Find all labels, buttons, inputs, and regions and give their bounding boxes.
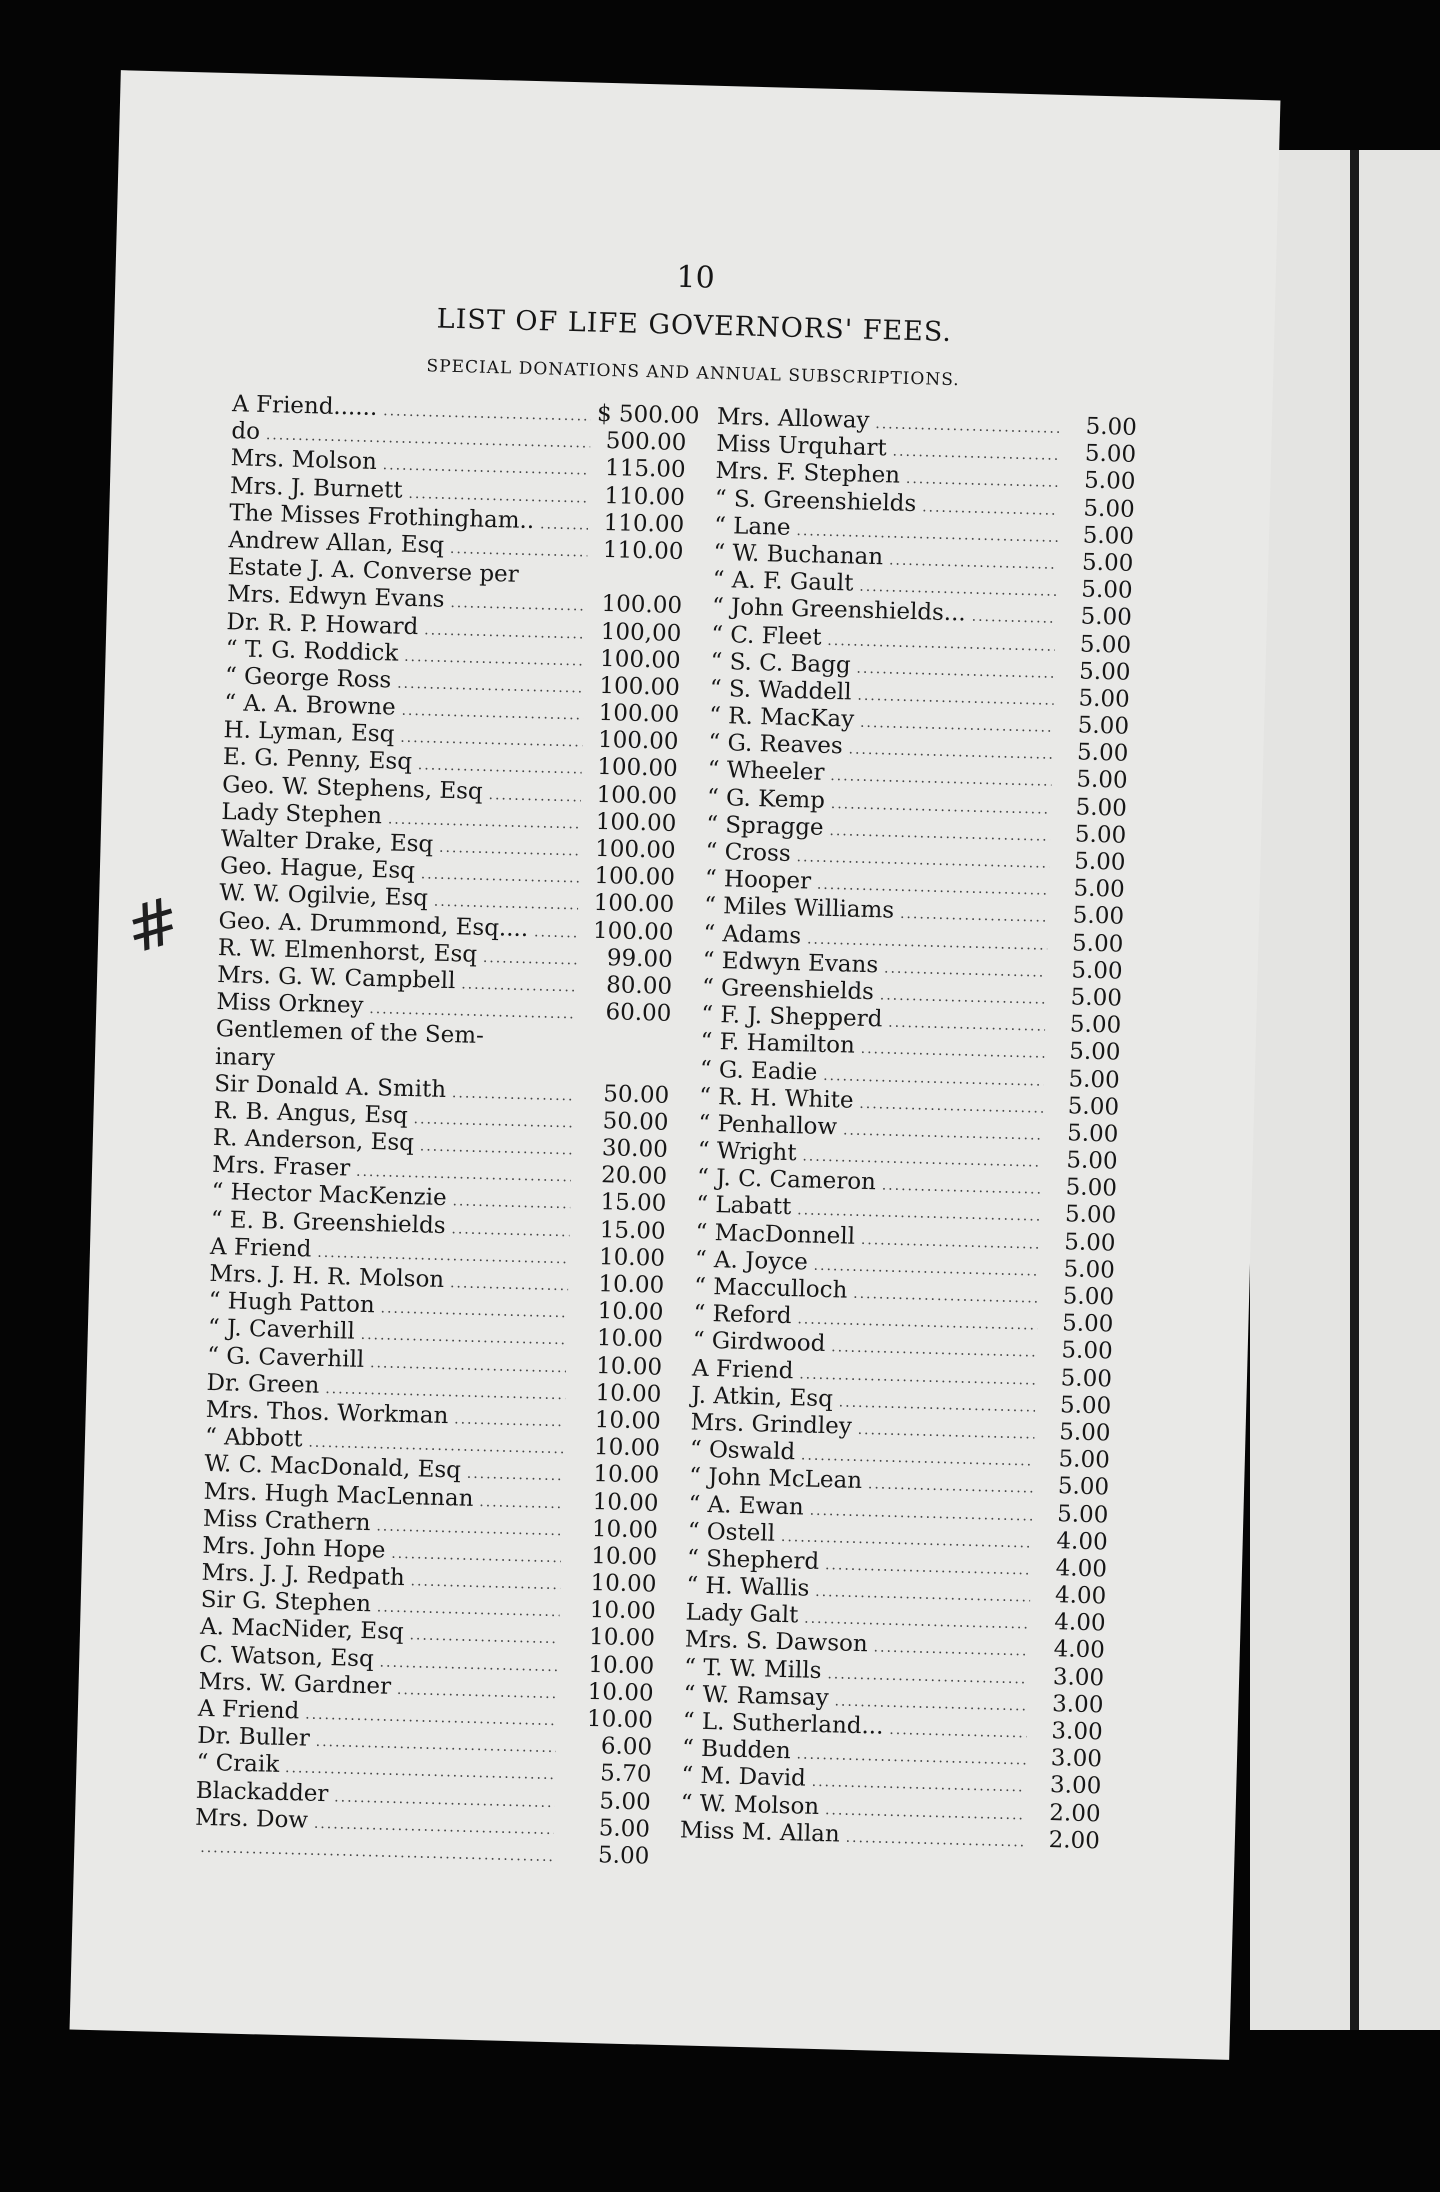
donation-amount: 5.00 (1070, 984, 1123, 1012)
donation-amount: 10.00 (590, 1542, 658, 1571)
donation-amount: 100.00 (594, 835, 676, 864)
donor-name: Mrs. F. Stephen (715, 458, 901, 490)
donation-amount: 5.00 (1081, 549, 1134, 577)
donor-name: Dr. R. P. Howard (226, 608, 419, 640)
donor-name: “ Budden (681, 1735, 792, 1765)
donor-name: “ Greenshields (701, 974, 875, 1006)
donor-name: “ J. Caverhill (207, 1315, 356, 1346)
donor-name: Miss Orkney (216, 989, 364, 1019)
donation-amount: 110.00 (602, 536, 684, 565)
donor-name: “ John McLean (688, 1463, 863, 1495)
donation-amount: 5.00 (1084, 440, 1137, 469)
donor-name: inary (214, 1043, 276, 1072)
leader-dots (450, 1270, 569, 1300)
leader-dots (490, 1043, 575, 1045)
donation-amount: 5.00 (1085, 413, 1138, 441)
donor-name: “ Wheeler (707, 757, 825, 787)
donor-name: Mrs. Edwyn Evans (226, 581, 445, 614)
donation-amount: 5.00 (1072, 902, 1125, 931)
leader-dots (873, 1635, 1029, 1666)
donor-name: “ C. Fleet (710, 621, 822, 651)
donation-amount: 3.00 (1052, 1663, 1105, 1692)
donor-name: “ Hooper (704, 865, 812, 895)
donation-amount: 100,00 (600, 618, 682, 647)
adjacent-page-edge (1250, 150, 1440, 2030)
leader-dots (281, 1065, 574, 1073)
donation-amount: 3.00 (1049, 1772, 1102, 1800)
donation-amount: 15.00 (599, 1216, 666, 1245)
donation-amount: 10.00 (586, 1705, 654, 1734)
donor-name: Mrs. Hugh MacLennan (203, 1478, 474, 1512)
right-donor-column (680, 404, 1138, 1855)
donor-name: “ Penhallow (698, 1110, 838, 1141)
donation-amount: 3.00 (1051, 1718, 1104, 1746)
donor-name: “ Labatt (696, 1192, 792, 1221)
donation-amount: 5.00 (1064, 1201, 1117, 1230)
leader-dots (424, 617, 586, 648)
leader-dots (889, 1717, 1027, 1748)
donation-amount: 10.00 (589, 1597, 657, 1625)
donor-name: do (231, 418, 261, 446)
donor-name: Geo. Hague, Esq (219, 853, 416, 885)
donation-amount: 5.00 (1082, 522, 1135, 550)
donor-name: Lady Galt (685, 1599, 799, 1629)
donor-name: A Friend (197, 1695, 300, 1725)
donation-amount: 5.00 (1058, 1446, 1111, 1474)
donor-name: Blackadder (195, 1777, 329, 1807)
document-page (70, 70, 1281, 2060)
donor-name: Walter Drake, Esq (220, 826, 434, 858)
leader-dots (823, 1062, 1044, 1095)
leader-dots (525, 582, 587, 584)
donation-amount: 4.00 (1053, 1636, 1106, 1664)
donor-name: “ Reford (693, 1300, 792, 1330)
donor-name: Gentlemen of the Sem- (215, 1016, 485, 1050)
donation-amount: 4.00 (1053, 1609, 1106, 1637)
leader-dots (454, 1406, 565, 1436)
donor-name: H. Lyman, Esq (223, 717, 395, 748)
donor-name: “ M. David (681, 1762, 807, 1793)
donation-amount: 10.00 (590, 1570, 657, 1598)
donation-amount: 100.00 (593, 890, 675, 919)
donation-amount: 5.00 (1079, 630, 1132, 659)
donation-amount: 5.00 (1069, 1011, 1122, 1039)
donor-name: “ F. Hamilton (700, 1028, 856, 1060)
donation-amount: 100.00 (599, 645, 681, 674)
donor-name: “ F. J. Shepperd (700, 1001, 883, 1033)
donor-name: “ S. C. Bagg (710, 648, 851, 679)
donation-amount: 5.00 (1058, 1419, 1111, 1447)
donor-name: Mrs. W. Gardner (198, 1668, 392, 1700)
donation-amount: 5.00 (1074, 821, 1127, 849)
donation-amount: 50.00 (603, 1080, 670, 1109)
donation-amount: 10.00 (593, 1434, 661, 1462)
donor-name: “ Girdwood (692, 1327, 826, 1358)
donor-name: Mrs. Grindley (690, 1409, 853, 1440)
donor-name: “ W. Buchanan (713, 539, 884, 571)
donor-name: Sir G. Stephen (200, 1587, 372, 1618)
donation-amount: 50.00 (602, 1108, 669, 1136)
donation-amount: 115.00 (604, 455, 686, 484)
donor-name: Mrs. Dow (194, 1804, 309, 1834)
donation-amount: 10.00 (592, 1488, 659, 1517)
donor-name: Mrs. J. Burnett (229, 472, 403, 504)
donation-amount: 100.00 (596, 781, 678, 810)
donor-name: “ Craik (196, 1750, 280, 1779)
donor-name: “ W. Molson (680, 1789, 820, 1820)
donor-name: Geo. W. Stephens, Esq (221, 771, 484, 805)
donor-name: “ A. F. Gault (712, 566, 854, 597)
donor-name: “ J. C. Cameron (696, 1164, 877, 1196)
donation-amount: 100.00 (599, 672, 681, 701)
leader-dots (479, 1489, 563, 1518)
donor-name: “ Wright (697, 1137, 797, 1167)
leader-dots (420, 861, 579, 892)
page-fold-line (1350, 150, 1359, 2030)
donor-name: A Friend...... (231, 391, 378, 421)
donation-amount: 30.00 (601, 1135, 669, 1163)
page-number: 10 (676, 259, 716, 296)
leader-dots (483, 945, 577, 975)
leader-dots (450, 590, 586, 621)
donor-name: “ S. Greenshields (714, 485, 917, 517)
donation-amount: 100.00 (597, 727, 679, 756)
donor-name: “ E. B. Greenshields (210, 1206, 446, 1239)
donation-amount: 80.00 (605, 972, 673, 1000)
donor-name: “ Miles Williams (703, 893, 895, 925)
leader-dots (451, 1216, 570, 1246)
donor-name: A Friend (209, 1233, 312, 1263)
donation-amount: 10.00 (598, 1243, 666, 1272)
donation-amount (580, 1073, 670, 1075)
leader-dots (868, 1472, 1034, 1504)
donor-name: “ George Ross (224, 662, 392, 694)
donation-amount: 500.00 (605, 428, 687, 457)
donation-amount: 5.00 (1068, 1038, 1121, 1066)
donation-amount: 2.00 (1048, 1826, 1101, 1855)
leader-dots (879, 982, 1046, 1014)
donor-name: Estate J. A. Converse per (227, 554, 520, 588)
donor-name: “ H. Wallis (686, 1572, 810, 1602)
leader-dots (906, 466, 1060, 497)
donor-name: A. MacNider, Esq (199, 1614, 405, 1646)
donor-name: “ Ostell (687, 1518, 776, 1547)
donor-name: W. W. Ogilvie, Esq (218, 880, 429, 912)
donor-name: “ G. Kemp (706, 784, 826, 814)
donor-name: “ Cross (705, 838, 792, 867)
leader-dots (900, 901, 1049, 932)
donor-name: “ R. MacKay (708, 702, 855, 733)
donation-amount: 5.00 (1077, 712, 1130, 740)
donation-amount: 5.00 (1073, 848, 1126, 876)
donation-amount: 5.00 (1060, 1364, 1113, 1393)
donor-name: Mrs. J. J. Redpath (201, 1559, 406, 1592)
donation-amount: 100.00 (596, 754, 679, 783)
donor-name: “ Lane (713, 512, 791, 541)
donor-name: C. Watson, Esq (199, 1641, 375, 1672)
donor-name: Mrs. G. W. Campbell (216, 961, 456, 995)
donor-name: Mrs. Thos. Workman (205, 1396, 449, 1430)
leader-dots (534, 919, 578, 947)
donation-amount: 10.00 (594, 1406, 661, 1435)
donation-amount: 100.00 (592, 917, 674, 946)
donation-amount: 110.00 (603, 509, 685, 538)
donation-amount: 5.00 (1080, 603, 1133, 632)
donor-name: “ A. Joyce (694, 1246, 809, 1276)
donor-name: A Friend (691, 1355, 794, 1384)
donor-name: E. G. Penny, Esq (222, 744, 413, 776)
leader-dots (971, 604, 1056, 633)
donor-name: “ T. G. Roddick (225, 635, 399, 667)
donation-amount: 5.00 (1083, 495, 1136, 523)
donor-name: R. B. Angus, Esq (213, 1097, 409, 1129)
donor-name: “ T. W. Mills (683, 1654, 822, 1684)
donation-amount: 6.00 (600, 1733, 653, 1761)
donor-name: “ Spragge (705, 811, 824, 841)
leader-dots (397, 1677, 558, 1708)
donor-name: Mrs. Alloway (716, 403, 870, 434)
donation-amount: 5.00 (1063, 1228, 1116, 1257)
donation-amount: 5.00 (1076, 739, 1129, 768)
donation-amount: 5.00 (599, 1787, 652, 1816)
donation-amount: 4.00 (1054, 1582, 1107, 1610)
donation-amount: 60.00 (605, 999, 672, 1028)
donor-name: Dr. Green (206, 1369, 320, 1399)
donation-amount: 5.00 (1066, 1147, 1118, 1175)
donation-amount: 10.00 (587, 1678, 654, 1707)
leader-dots (881, 1173, 1041, 1204)
leader-dots (452, 1080, 574, 1110)
donation-amount: 10.00 (597, 1298, 664, 1326)
donor-name: “ A. A. Browne (223, 690, 396, 721)
donation-amount: 10.00 (591, 1515, 659, 1544)
donor-name: “ G. Eadie (699, 1056, 818, 1086)
donor-name: Dr. Buller (196, 1722, 311, 1752)
leader-dots (892, 439, 1060, 471)
donor-name: Miss Crathern (202, 1505, 371, 1536)
donation-amount: 10.00 (598, 1271, 665, 1299)
handwritten-mark: # (117, 883, 190, 970)
donation-amount: 5.00 (1061, 1337, 1113, 1365)
donation-amount: 4.00 (1055, 1555, 1108, 1583)
donation-amount: 5.00 (1076, 766, 1128, 795)
donation-amount: 5.00 (1056, 1500, 1109, 1528)
donation-amount: 5.00 (1066, 1120, 1119, 1148)
donation-amount: 100.00 (595, 808, 677, 837)
donor-name: Mrs. Fraser (211, 1152, 351, 1182)
donation-amount: 3.00 (1050, 1745, 1103, 1773)
donation-amount: 5.00 (1065, 1174, 1118, 1202)
donation-amount: 5.00 (1059, 1391, 1112, 1420)
donor-name: “ MacDonnell (695, 1219, 856, 1250)
donor-name: Mrs. S. Dawson (684, 1626, 869, 1658)
donor-name: W. C. MacDonald, Esq (204, 1451, 462, 1484)
donor-name: “ Macculloch (693, 1273, 848, 1304)
left-donor-column (194, 391, 700, 1871)
donor-name: “ Edwyn Evans (702, 947, 879, 979)
donation-amount: 5.00 (1078, 658, 1131, 686)
donor-name: Miss M. Allan (679, 1817, 841, 1848)
donation-amount: 5.00 (1071, 929, 1124, 958)
leader-dots (420, 1133, 573, 1164)
donor-name: “ Oswald (689, 1436, 796, 1466)
donor-name: Mrs. Molson (230, 445, 378, 476)
donor-name: Miss Urquhart (715, 431, 888, 462)
donation-amount: 5.00 (1081, 576, 1133, 604)
donor-name: “ Shepherd (686, 1545, 820, 1575)
donation-amount: 20.00 (600, 1162, 668, 1191)
leader-dots (466, 1461, 563, 1491)
leader-dots (888, 1010, 1046, 1041)
donation-amount: 5.00 (1075, 794, 1128, 822)
donor-name: “ Hector MacKenzie (211, 1179, 448, 1212)
donor-name: “ L. Sutherland... (682, 1708, 884, 1740)
donation-amount: 5.00 (1057, 1473, 1110, 1501)
donor-name: Mrs. John Hope (201, 1532, 386, 1564)
leader-dots (922, 494, 1059, 525)
donor-name: “ R. H. White (698, 1083, 854, 1114)
donation-amount: 100.00 (598, 699, 680, 729)
donation-amount: 10.00 (588, 1651, 655, 1680)
donor-name: “ Abbott (204, 1423, 303, 1453)
donor-name: Andrew Allan, Esq (228, 527, 445, 559)
donor-name: “ Hugh Patton (208, 1288, 376, 1319)
donation-amount: 5.00 (1073, 875, 1126, 903)
donation-amount: 5.00 (1083, 467, 1136, 496)
donor-name: “ G. Caverhill (206, 1342, 365, 1373)
leader-dots (413, 1106, 572, 1137)
donation-amount (593, 584, 683, 586)
donor-name: “ John Greenshields... (711, 594, 967, 627)
donation-amount: 5.00 (1068, 1065, 1121, 1094)
leader-dots (452, 1189, 570, 1219)
leader-dots (488, 782, 581, 812)
donation-amount: 5.00 (598, 1815, 651, 1843)
donor-name: The Misses Frothingham.. (228, 499, 535, 534)
donor-name: Geo. A. Drummond, Esq.... (218, 907, 529, 942)
donor-name: “ S. Waddell (709, 675, 852, 706)
leader-dots (410, 1568, 560, 1599)
donation-amount: 4.00 (1056, 1527, 1108, 1556)
donation-amount: 110.00 (604, 482, 686, 511)
donation-amount: 5.00 (597, 1842, 650, 1870)
donor-name: Mrs. J. H. R. Molson (209, 1260, 445, 1294)
donor-name: R. Anderson, Esq (212, 1124, 415, 1157)
donation-amount: 5.00 (1078, 685, 1131, 713)
donor-name: “ A. Ewan (688, 1491, 805, 1521)
donation-amount: 100.00 (594, 863, 676, 892)
donation-amount: 2.00 (1048, 1799, 1101, 1827)
donor-name: Sir Donald A. Smith (214, 1070, 447, 1103)
donor-name: R. W. Elmenhorst, Esq (217, 934, 478, 968)
leader-dots (439, 835, 580, 866)
donor-name: “ W. Ramsay (683, 1681, 830, 1712)
donation-amount (580, 1046, 670, 1048)
donation-amount: 100.00 (601, 591, 683, 620)
donation-amount: 10.00 (588, 1624, 656, 1653)
donation-amount: 3.00 (1051, 1690, 1104, 1719)
donor-name: “ G. Reaves (708, 730, 844, 760)
donation-amount: 10.00 (593, 1461, 660, 1490)
donation-amount: 5.00 (1061, 1310, 1114, 1338)
leader-dots (540, 511, 589, 539)
donor-name: Lady Stephen (221, 798, 383, 830)
page-subtitle: SPECIAL DONATIONS AND ANNUAL SUBSCRIPTIONS. (426, 356, 960, 391)
donation-amount: 99.00 (606, 944, 674, 973)
page-title: LIST OF LIFE GOVERNORS' FEES. (436, 303, 953, 348)
leader-dots (461, 971, 576, 1001)
donation-amount: 5.00 (1063, 1256, 1116, 1284)
leader-dots (845, 1824, 1024, 1856)
donation-amount: 10.00 (595, 1379, 662, 1408)
leader-dots (884, 955, 1047, 986)
donation-amount: 5.70 (599, 1760, 652, 1788)
donation-amount: 10.00 (596, 1325, 664, 1354)
donation-amount: 5.00 (1067, 1092, 1120, 1121)
donation-amount: $ 500.00 (596, 400, 700, 430)
donor-name: J. Atkin, Esq (691, 1382, 834, 1412)
donation-amount: 15.00 (600, 1189, 667, 1218)
donation-amount: 5.00 (1062, 1283, 1115, 1311)
donation-amount: 10.00 (595, 1352, 663, 1381)
leader-dots (409, 1623, 559, 1654)
donation-amount: 5.00 (1071, 957, 1123, 985)
donor-name: “ Adams (703, 920, 802, 949)
